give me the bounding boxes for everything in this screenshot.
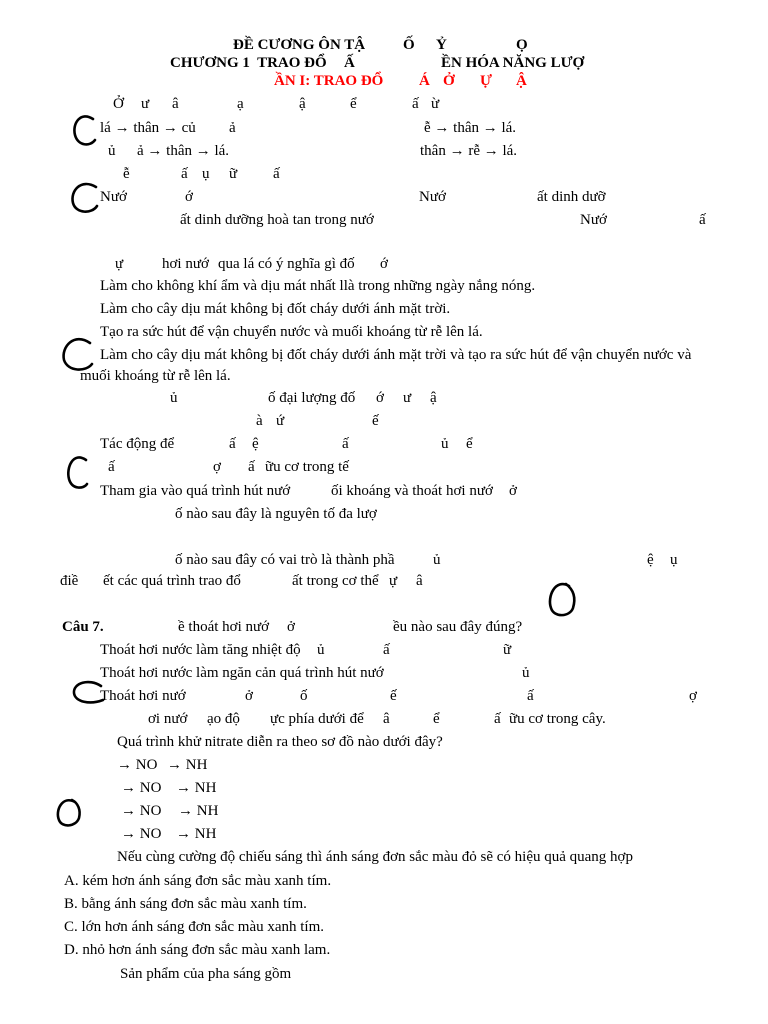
text-line [0,323,768,341]
reaction-step: → NH [176,780,217,796]
text-fragment: ất trong cơ thể [292,573,379,589]
text-fragment: ối khoáng và thoát hơi nướ [331,483,493,499]
text-fragment: ở [287,619,295,635]
text-fragment: ậ [299,96,306,112]
text-fragment: ễ → thân → lá. [424,120,517,136]
text-fragment: ể [433,711,440,727]
text-fragment: ủ [108,143,116,159]
document-title [0,36,768,54]
text-fragment: ủ [441,436,449,452]
reaction-line [0,802,768,820]
text-fragment: ấ [383,642,390,658]
text-fragment: ớ [376,390,384,406]
chapter-heading [0,54,768,72]
part-fragment: Ậ [516,73,527,89]
text-fragment: ễ [123,166,130,182]
text-fragment: ư [141,96,150,112]
text-fragment: ực phía dưới để [270,711,364,727]
text-fragment: ất dinh dưỡng hoà tan trong nướ [180,212,374,228]
text-fragment: Ở [113,96,124,112]
chapter-fragment: Ấ [344,55,355,71]
text-fragment: ế [372,413,379,429]
text-line [0,965,768,983]
text-fragment: ợ [689,688,697,704]
answer-option-a [0,872,768,890]
text-fragment: điề [60,573,79,589]
text-line [0,346,768,364]
reaction-step: → NO [121,826,162,842]
text-line [0,733,768,751]
text-line [0,367,768,385]
text-fragment: hơi nướ [162,256,209,272]
answer-option-text: B. bằng ánh sáng đơn sắc màu xanh tím. [64,896,307,912]
text-fragment: Quá trình khử nitrate diễn ra theo sơ đồ nào dưới đây? [117,734,443,750]
text-fragment: ở [245,688,253,704]
text-line [0,435,768,453]
text-line [0,505,768,523]
text-fragment: ủ [170,390,178,406]
part-fragment: Ự [480,73,492,89]
text-fragment: ố [300,688,308,704]
text-fragment: ở [509,483,517,499]
text-fragment: Thoát hơi nước làm ngăn cản quá trình hút nướ [100,665,384,681]
text-fragment: ấ [412,96,419,112]
text-fragment: Tham gia vào quá trình hút nướ [100,483,291,499]
text-fragment: ể [466,436,473,452]
text-fragment: ả → thân → lá. [137,143,230,159]
text-line [0,412,768,430]
text-fragment: ợ [213,459,221,475]
text-fragment: ủ [317,642,325,658]
text-fragment: ữu cơ trong cây. [509,711,606,727]
answer-option-text: D. nhỏ hơn ánh sáng đơn sắc màu xanh lam. [64,942,331,958]
text-fragment: ố đại lượng đố [268,390,356,406]
part-fragment: Á [419,73,430,89]
reaction-step: → NO [117,757,158,773]
text-fragment: Thoát hơi nước làm tăng nhiệt độ [100,642,301,658]
reaction-step: → NO [121,803,162,819]
text-fragment: ự [389,573,398,589]
text-fragment: ứ [276,413,285,429]
reaction-step: → NH [176,826,217,842]
text-fragment: ấ [699,212,706,228]
text-line [0,848,768,866]
text-fragment: ậ [430,390,437,406]
answer-option-b [0,895,768,913]
text-fragment: ấ [229,436,236,452]
text-fragment: Nướ [100,189,127,205]
title-fragment: ĐỀ CƯƠNG ÔN TẬ [233,37,366,53]
text-line [0,211,768,229]
reaction-line [0,779,768,797]
question-label: Câu 7. [62,619,104,635]
text-fragment: ấ [181,166,188,182]
text-fragment: ấ [527,688,534,704]
text-fragment: ụ [670,552,678,568]
text-fragment: thân → rễ → lá. [420,143,518,159]
text-fragment: ư [403,390,412,406]
text-fragment: ả [229,120,236,136]
answer-option-text: A. kém hơn ánh sáng đơn sắc màu xanh tím. [64,873,332,889]
title-fragment: Ọ [516,37,528,53]
text-fragment: â [172,96,179,112]
text-fragment: ữ [229,166,238,182]
text-fragment: muối khoáng từ rễ lên lá. [80,368,231,384]
text-line [0,710,768,728]
text-fragment: ất dinh dưỡ [537,189,606,205]
answer-option-text: C. lớn hơn ánh sáng đơn sắc màu xanh tím. [64,919,325,935]
text-line [0,687,768,705]
reaction-step: → NH [178,803,219,819]
text-fragment: ấ [342,436,349,452]
part-fragment: Ở [443,73,455,89]
reaction-step: → NH [167,757,208,773]
text-fragment: Sản phẩm của pha sáng gồm [120,966,292,982]
text-fragment: ạ [237,96,244,112]
reaction-step: → NO [121,780,162,796]
text-fragment: ự [115,256,124,272]
text-fragment: ệ [252,436,259,452]
text-fragment: Thoát hơi nướ [100,688,186,704]
text-fragment: Nướ [419,189,446,205]
text-fragment: à [256,413,263,429]
text-fragment: ệ [647,552,654,568]
text-fragment: Làm cho cây dịu mát không bị đốt cháy dưới ánh mặt trời. [100,301,451,317]
part-heading [0,72,768,90]
text-fragment: ạo độ [207,711,240,727]
text-line [0,458,768,476]
answer-option-c [0,918,768,936]
text-fragment: ết các quá trình trao đổ [103,573,241,589]
text-line [0,119,768,137]
text-line [0,572,768,590]
text-fragment: ấ [494,711,501,727]
text-fragment: ớ [185,189,193,205]
text-line [0,255,768,273]
text-line [0,188,768,206]
text-line [0,95,768,113]
text-fragment: â [383,711,390,727]
text-fragment: ơi nướ [148,711,188,727]
question-line [0,618,768,636]
text-fragment: ủ [433,552,441,568]
text-line [0,641,768,659]
text-fragment: Nếu cùng cường độ chiếu sáng thì ánh sáng đơn sắc màu đỏ sẽ có hiệu quả quang hợp [117,849,633,865]
reaction-line [0,756,768,774]
text-fragment: ớ [380,256,388,272]
text-fragment: ố nào sau đây có vai trò là thành phầ [175,552,395,568]
text-fragment: ế [390,688,397,704]
text-fragment: ều nào sau đây đúng? [393,619,523,635]
text-fragment: Làm cho không khí ẩm và dịu mát nhất llà trong những ngày nắng nóng. [100,278,536,294]
text-line [0,165,768,183]
text-fragment: ữ [503,642,512,658]
chapter-fragment: CHƯƠNG 1 TRAO ĐỔ [170,55,327,71]
text-line [0,664,768,682]
text-fragment: ừ [431,96,440,112]
answer-option-d [0,941,768,959]
text-line [0,300,768,318]
text-fragment: â [416,573,423,589]
text-fragment: ấ [108,459,115,475]
title-fragment: Ỷ [436,37,447,53]
text-fragment: ụ [202,166,210,182]
text-fragment: qua lá có ý nghĩa gì đố [218,256,355,272]
text-line [0,389,768,407]
text-fragment: Nướ [580,212,607,228]
text-fragment: Tác động để [100,436,175,452]
text-fragment: ấ [273,166,280,182]
reaction-line [0,825,768,843]
text-fragment: ề thoát hơi nướ [178,619,270,635]
text-line [0,277,768,295]
text-fragment: ấ [248,459,255,475]
text-line [0,482,768,500]
text-fragment: ố nào sau đây là nguyên tố đa lượ [175,506,377,522]
text-fragment: ủ [522,665,530,681]
text-line [0,142,768,160]
text-fragment: lá → thân → củ [100,120,196,136]
title-fragment: Ố [403,37,415,53]
text-fragment: Tạo ra sức hút để vận chuyển nước và muối khoáng từ rễ lên lá. [100,324,483,340]
part-fragment: ẦN I: TRAO ĐỔ [274,73,384,89]
text-fragment: ể [350,96,357,112]
chapter-fragment: ỀN HÓA NĂNG LƯỢ [441,55,585,71]
text-fragment: ữu cơ trong tế [265,459,349,475]
text-fragment: Làm cho cây dịu mát không bị đốt cháy dưới ánh mặt trời và tạo ra sức hút để vận chuyển nước và [100,347,692,363]
text-line [0,551,768,569]
